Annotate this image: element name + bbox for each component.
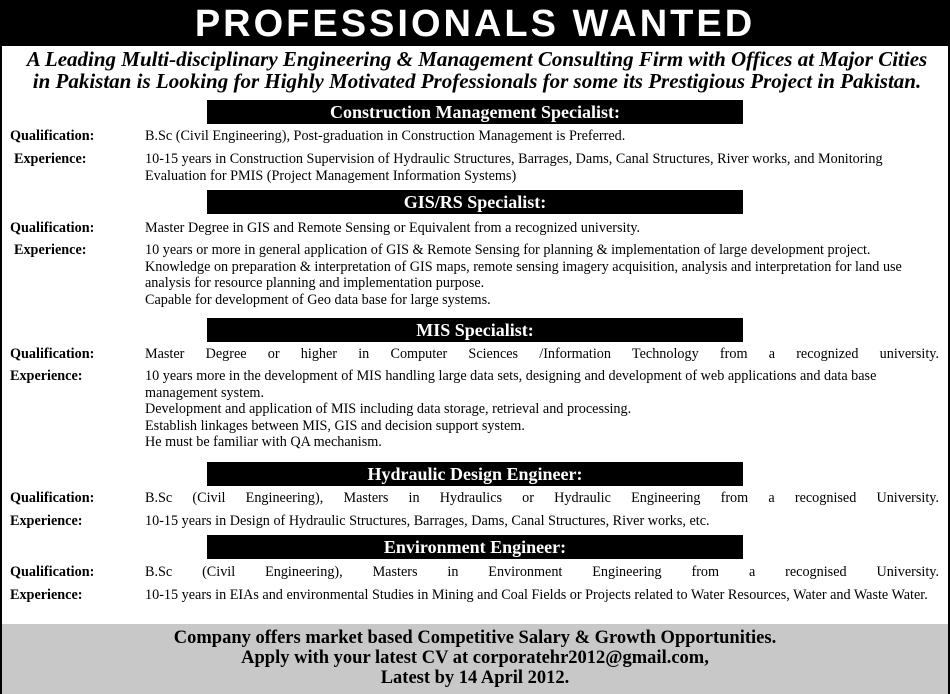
experience-row <box>10 368 944 451</box>
qualification-row <box>10 490 944 507</box>
experience-label: Experience: <box>10 587 83 603</box>
experience-label: Experience: <box>14 151 87 167</box>
qualification-label: Qualification: <box>10 346 95 362</box>
footer-salary-line: Company offers market based Competitive Salary & Growth Opportunities. <box>173 628 777 648</box>
intro-line-2: in Pakistan is Looking for Highly Motivated Professionals for some its Prestigious Project in Pakistan. <box>32 69 922 93</box>
experience-row <box>10 587 944 604</box>
section-title-gis-rs: GIS/RS Specialist: <box>207 190 743 214</box>
footer-deadline-line: Latest by 14 April 2012. <box>380 668 570 688</box>
experience-label: Experience: <box>10 368 83 384</box>
experience-paragraph: Establish linkages between MIS, GIS and decision support system. <box>145 417 525 434</box>
experience-paragraph: 10-15 years in Design of Hydraulic Structures, Barrages, Dams, Canal Structures, River works, etc. <box>145 513 710 529</box>
experience-value <box>145 587 939 604</box>
section-title-hydraulic-design: Hydraulic Design Engineer: <box>207 462 743 486</box>
intro-text <box>10 48 944 92</box>
experience-label: Experience: <box>10 513 83 529</box>
qualification-row <box>10 346 944 363</box>
experience-paragraph: 10 years or more in general application of GIS & Remote Sensing for planning & implementation of large development project. Knowledge on preparation & interpretation of GIS maps, remote sensing imagery acquisition, analysis and interpretation for land use analysis for resource planning and implementation purpose. <box>145 242 902 291</box>
section-title-environment-engineer: Environment Engineer: <box>207 535 743 559</box>
qualification-row <box>10 220 944 237</box>
qualification-row <box>10 564 944 581</box>
experience-paragraph: Development and application of MIS including data storage, retrieval and processing. <box>145 401 632 417</box>
experience-row <box>10 151 944 184</box>
footer-apply-line: Apply with your latest CV at corporatehr2012@gmail.com, <box>241 648 709 668</box>
qualification-label: Qualification: <box>10 490 95 506</box>
application-footer <box>2 624 948 694</box>
experience-row <box>10 242 944 308</box>
section-title-mis: MIS Specialist: <box>207 318 743 342</box>
intro-line-1: A Leading Multi-disciplinary Engineering & Management Consulting Firm with Offices at Major Cities <box>26 47 928 71</box>
qualification-row <box>10 128 944 145</box>
section-title-construction-management: Construction Management Specialist: <box>207 100 743 124</box>
qualification-value: B.Sc (Civil Engineering), Masters in Hydraulics or Hydraulic Engineering from a recognised University. <box>145 490 939 506</box>
qualification-value: B.Sc (Civil Engineering), Post-graduation in Construction Management is Preferred. <box>145 128 626 144</box>
page-title: PROFESSIONALS WANTED <box>2 2 948 46</box>
experience-paragraph: 10-15 years in Construction Supervision of Hydraulic Structures, Barrages, Dams, Canal Structures, River works, and Monitoring Evaluation for PMIS (Project Management Information Systems) <box>145 151 883 184</box>
experience-paragraph: Capable for development of Geo data base for large systems. <box>145 291 491 308</box>
experience-value <box>145 242 939 308</box>
experience-value <box>145 151 939 184</box>
qualification-value: B.Sc (Civil Engineering), Masters in Environment Engineering from a recognised University. <box>145 564 939 580</box>
experience-value <box>145 368 939 451</box>
qualification-label: Qualification: <box>10 564 95 580</box>
experience-value <box>145 513 939 530</box>
experience-row <box>10 513 944 530</box>
experience-paragraph: He must be familiar with QA mechanism. <box>145 434 382 450</box>
experience-paragraph: 10-15 years in EIAs and environmental Studies in Mining and Coal Fields or Projects related to Water Resources, Water and Waste Water. <box>145 587 928 603</box>
qualification-label: Qualification: <box>10 128 95 144</box>
experience-label: Experience: <box>14 242 87 258</box>
qualification-label: Qualification: <box>10 220 95 236</box>
qualification-value: Master Degree or higher in Computer Sciences /Information Technology from a recognized university. <box>145 346 939 362</box>
qualification-value: Master Degree in GIS and Remote Sensing or Equivalent from a recognized university. <box>145 220 641 236</box>
experience-paragraph: 10 years more in the development of MIS handling large data sets, designing and development of web applications and data base management system. <box>145 368 877 401</box>
